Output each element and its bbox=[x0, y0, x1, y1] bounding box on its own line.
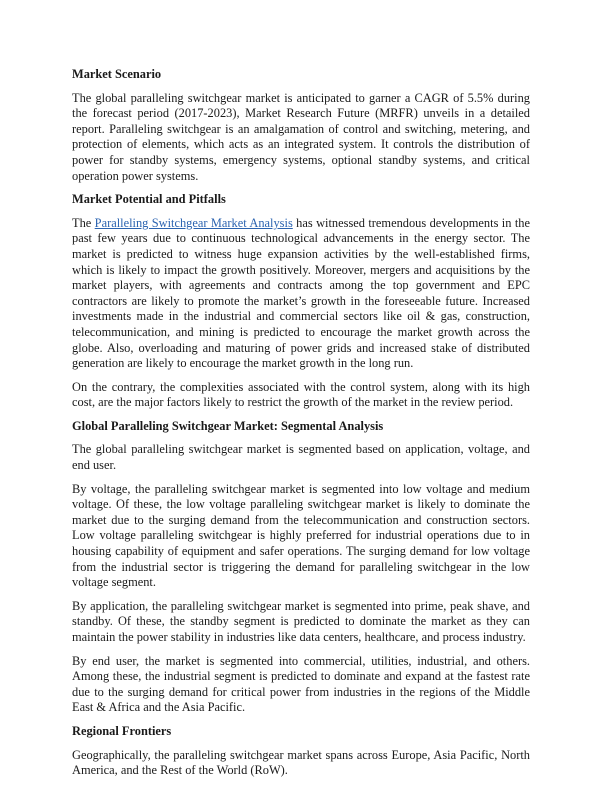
paragraph-market-pitfalls: On the contrary, the complexities associated with the control system, along with its high cost, are the major factors likely to restrict the growth of the market in the review period. bbox=[72, 379, 530, 410]
paragraph-regional-frontiers: Geographically, the paralleling switchgear market spans across Europe, Asia Pacific, North America, and the Rest of the World (RoW). bbox=[72, 747, 530, 778]
section-heading-market-potential: Market Potential and Pitfalls bbox=[72, 192, 226, 207]
section-heading-market-scenario: Market Scenario bbox=[72, 67, 162, 81]
market-analysis-link[interactable]: Paralleling Switchgear Market Analysis bbox=[94, 215, 293, 230]
paragraph-market-potential-intro bbox=[72, 216, 530, 372]
section-heading-regional-frontiers: Regional Frontiers bbox=[72, 723, 172, 738]
intro-suffix: has witnessed tremendous developments in the past few years due to continuous technological advancements in the energy sector. The market is predicted to witness huge expansion activities by the well-established firms, which is likely to impact the growth positively. Moreover, mergers and acquisitions by the market players, with agreements and contracts among the top government and EPC contractors are likely to promote the market’s growth in the foreseeable future. Increased investments made in the industrial and commercial sectors like oil & gas, construction, telecommunication, and mining is predicted to encourage the market growth across the globe. Also, overloading and maturing of power grids and increased stake of distributed generation are likely to encourage the market growth in the long run. bbox=[72, 215, 530, 371]
section-heading-segmental-analysis: Global Paralleling Switchgear Market: Segmental Analysis bbox=[72, 418, 384, 433]
paragraph-by-end-user: By end user, the market is segmented into commercial, utilities, industrial, and others. Among these, the industrial segment is predicted to dominate and expand at the fastest rate due to the surging demand for critical power from industries in the regions of the Middle East & Africa and the Asia Pacific. bbox=[72, 653, 530, 715]
paragraph-by-voltage: By voltage, the paralleling switchgear market is segmented into low voltage and medium voltage. Of these, the low voltage paralleling switchgear market is likely to dominate the market due to the surging demand from the telecommunication and construction sectors. Low voltage paralleling switchgear is highly preferred for industrial operations due to in housing capability of equipment and safer operations. The surging demand for low voltage from the industrial sector is triggering the demand for paralleling switchgear in the low voltage segment. bbox=[72, 481, 530, 590]
paragraph-by-application: By application, the paralleling switchgear market is segmented into prime, peak shave, and standby. Of these, the standby segment is predicted to dominate the market as they can maintain the power stability in industries like data centers, healthcare, and process industry. bbox=[72, 598, 530, 644]
paragraph-segmentation-overview: The global paralleling switchgear market is segmented based on application, voltage, and end user. bbox=[72, 442, 530, 473]
document-page bbox=[72, 67, 530, 787]
intro-prefix: The bbox=[72, 215, 95, 230]
paragraph-market-scenario: The global paralleling switchgear market is anticipated to garner a CAGR of 5.5% during the forecast period (2017-2023), Market Research Future (MRFR) unveils in a detailed report. Paralleling switchgear is an amalgamation of control and switching, metering, and protection of elements, which acts as an integrated system. It controls the distribution of power for standby systems, emergency systems, optional standby systems, and critical operation power systems. bbox=[72, 90, 530, 183]
